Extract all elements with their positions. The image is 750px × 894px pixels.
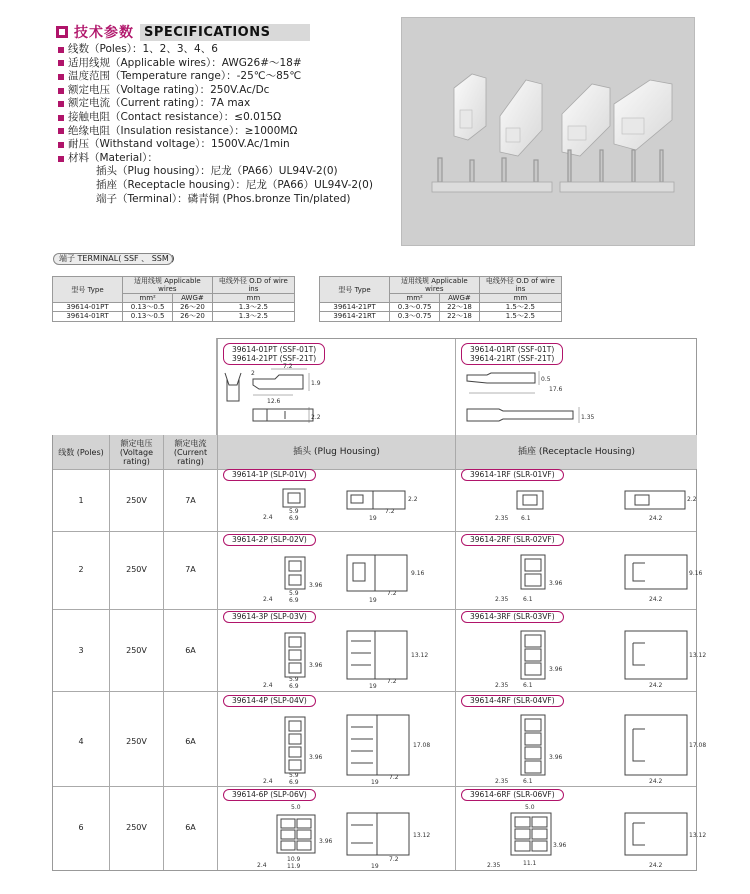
spec-row: 线数（Poles）：1、2、3、4、6 (58, 43, 373, 57)
material-plug: 插头（Plug housing）：尼龙（PA66）UL94V-2(0) (96, 165, 338, 178)
dim-label: 2.35 (495, 515, 509, 522)
spec-title-zh: 技术参数 (74, 25, 134, 41)
bullet-icon (58, 115, 64, 121)
receptacle-drawing-2rf (473, 549, 703, 607)
dim-label: 2.2 (687, 496, 697, 503)
dim-label: 3.96 (309, 582, 323, 589)
dim-label: 13.12 (411, 652, 429, 659)
voltage-value: 250V (126, 737, 147, 746)
bullet-icon (58, 47, 64, 53)
bullet-icon (58, 142, 64, 148)
dim-label: 7.2 (387, 678, 397, 685)
spec-row: 接触电阻（Contact resistance）：≤0.015Ω (58, 111, 373, 125)
terminal-tag-receptacle: 39614-01RT (SSF-01T) 39614-21RT (SSF-21T) (461, 343, 563, 365)
dim-label: 19 (369, 597, 377, 604)
receptacle-terminal-drawing (463, 365, 693, 431)
dim-label: 19 (369, 515, 377, 522)
dim-label: 2 (251, 370, 255, 377)
header-voltage: 额定电压 (Voltage rating) (110, 435, 163, 469)
spec-title-en: SPECIFICATIONS (140, 24, 310, 41)
current-value: 6A (185, 823, 196, 832)
empty-corner (52, 338, 217, 435)
plug-drawing-2p (243, 549, 453, 607)
dim-label: 3.96 (309, 754, 323, 761)
receptacle-drawing-1rf (473, 485, 697, 527)
dim-label: 7.2 (385, 508, 395, 515)
spec-list (58, 43, 373, 206)
dim-label: 19 (371, 863, 379, 870)
dim-label: 2.4 (263, 682, 273, 689)
table-row: 39614-21RT 0.3～0.75 22～18 1.5～2.5 (320, 312, 562, 321)
grid-line (455, 339, 456, 870)
table-row: 39614-21PT 0.3～0.75 22～18 1.5～2.5 (320, 303, 562, 312)
plug-model-tag: 39614-4P (SLP-04V) (223, 695, 316, 707)
plug-drawing-3p (243, 627, 453, 689)
housing-drawing-table (52, 338, 707, 871)
header-current: 额定电流 (Current rating) (164, 435, 217, 469)
receptacle-drawing-3rf (473, 627, 707, 689)
dim-label: 11.1 (523, 860, 537, 867)
dim-label: 3.96 (553, 842, 567, 849)
dim-label: 13.12 (413, 832, 431, 839)
dim-label: 6.1 (523, 778, 533, 785)
spec-row: 温度范围（Temperature range）：-25℃～85℃ (58, 70, 373, 84)
dim-label: 17.6 (549, 386, 563, 393)
terminal-title: 端子 TERMINAL( SSF 、 SSM ) (53, 253, 173, 265)
dim-label: 2.4 (257, 862, 267, 869)
dim-label: 7.2 (387, 590, 397, 597)
spec-row: 额定电流（Current rating）：7A max (58, 97, 373, 111)
th-mm: mm (212, 294, 294, 303)
header-plug: 插头 (Plug Housing) (218, 435, 455, 469)
receptacle-drawing-6rf (473, 803, 707, 871)
spec-row: 材料（Material）： (58, 152, 373, 166)
poles-value: 3 (78, 646, 84, 655)
grid-line (53, 531, 696, 532)
product-photo-image (402, 18, 696, 247)
th-mm: mm (479, 294, 561, 303)
dim-label: 7.2 (389, 856, 399, 863)
dim-label: 0.5 (541, 376, 551, 383)
spec-row: 适用线规（Applicable wires）：AWG26#～18# (58, 57, 373, 71)
dim-label: 19 (369, 683, 377, 690)
dim-label: 6.9 (289, 683, 299, 690)
th-awg: AWG# (173, 294, 212, 303)
poles-value: 6 (78, 823, 84, 832)
dim-label: 7.2 (389, 774, 399, 781)
dim-label: 5.0 (291, 804, 301, 811)
dim-label: 9.16 (411, 570, 425, 577)
dim-label: 2.4 (263, 514, 273, 521)
dim-label: 5.9 (289, 772, 299, 779)
bullet-icon (58, 88, 64, 94)
receptacle-model-tag: 39614-1RF (SLR-01VF) (461, 469, 564, 481)
terminal-table-right (319, 276, 562, 322)
poles-value: 4 (78, 737, 84, 746)
terminal-tag-plug: 39614-01PT (SSF-01T) 39614-21PT (SSF-21T) (223, 343, 325, 365)
th-od: 电线外径 O.D of wire ins (479, 277, 561, 294)
voltage-value: 250V (126, 823, 147, 832)
product-photo (401, 17, 695, 246)
grid-line (53, 609, 696, 610)
dim-label: 5.0 (525, 804, 535, 811)
dim-label: 2.4 (263, 596, 273, 603)
header-receptacle: 插座 (Receptacle Housing) (456, 435, 697, 469)
grid-line (53, 691, 696, 692)
th-wires: 适用线规 Applicable wires (123, 277, 213, 294)
receptacle-model-tag: 39614-3RF (SLR-03VF) (461, 611, 564, 623)
dim-label: 1.35 (581, 414, 595, 421)
grid-line (217, 339, 218, 870)
header-poles: 线数 (Poles) (53, 435, 109, 469)
dim-label: 17.08 (689, 742, 707, 749)
material-receptacle: 插座（Receptacle housing）：尼龙（PA66）UL94V-2(0) (96, 178, 373, 191)
th-mm2: mm² (390, 294, 440, 303)
bullet-icon (58, 128, 64, 134)
grid-line (53, 469, 696, 470)
plug-model-tag: 39614-3P (SLP-03V) (223, 611, 316, 623)
bullet-icon (58, 101, 64, 107)
material-terminal: 端子（Terminal）：磷青铜 (Phos.bronze Tin/plated) (96, 192, 351, 205)
dim-label: 24.2 (649, 778, 663, 785)
dim-label: 1.9 (311, 380, 321, 387)
receptacle-model-tag: 39614-2RF (SLR-02VF) (461, 534, 564, 546)
voltage-value: 250V (126, 496, 147, 505)
dim-label: 2.35 (495, 682, 509, 689)
voltage-value: 250V (126, 646, 147, 655)
dim-label: 6.9 (289, 597, 299, 604)
th-od: 电线外径 O.D of wire ins (212, 277, 294, 294)
dim-label: 6.1 (521, 515, 531, 522)
voltage-value: 250V (126, 565, 147, 574)
plug-drawing-4p (243, 711, 453, 785)
th-mm2: mm² (123, 294, 173, 303)
spec-row: 额定电压（Voltage rating）：250V.Ac/Dc (58, 84, 373, 98)
dim-label: 2.35 (495, 778, 509, 785)
receptacle-model-tag: 39614-4RF (SLR-04VF) (461, 695, 564, 707)
dim-label: 6.1 (523, 596, 533, 603)
th-type: 型号 Type (320, 277, 390, 303)
bullet-icon (58, 156, 64, 162)
dim-label: 2.35 (487, 862, 501, 869)
plug-drawing-1p (243, 485, 453, 527)
terminal-table-left (52, 276, 295, 322)
plug-drawing-6p (243, 803, 453, 871)
th-wires: 适用线规 Applicable wires (390, 277, 480, 294)
dim-label: 10.9 (287, 856, 301, 863)
dim-label: 5.9 (289, 676, 299, 683)
poles-value: 2 (78, 565, 84, 574)
dim-label: 2.2 (408, 496, 418, 503)
dim-label: 2.35 (495, 596, 509, 603)
bullet-icon (58, 60, 64, 66)
dim-label: 24.2 (649, 515, 663, 522)
dim-label: 19 (371, 779, 379, 786)
plug-terminal-drawing (223, 365, 443, 431)
spec-row: 耐压（Withstand voltage）：1500V.Ac/1min (58, 138, 373, 152)
current-value: 6A (185, 646, 196, 655)
dim-label: 2.4 (263, 778, 273, 785)
table-row: 39614-01RT 0.13～0.5 26～20 1.3～2.5 (53, 312, 295, 321)
current-value: 6A (185, 737, 196, 746)
dim-label: 6.9 (289, 515, 299, 522)
receptacle-drawing-4rf (473, 711, 707, 785)
bullet-icon (58, 74, 64, 80)
current-value: 7A (185, 565, 196, 574)
dim-label: 13.12 (689, 652, 707, 659)
dim-label: 3.96 (319, 838, 333, 845)
dim-label: 3.96 (549, 754, 563, 761)
dim-label: 9.16 (689, 570, 703, 577)
dim-label: 6.9 (289, 779, 299, 786)
dim-label: 24.2 (649, 596, 663, 603)
th-type: 型号 Type (53, 277, 123, 303)
grid-line (53, 786, 696, 787)
dim-label: 24.2 (649, 682, 663, 689)
dim-label: 7.2 (283, 363, 293, 370)
dim-label: 13.12 (689, 832, 707, 839)
dim-label: 3.96 (549, 580, 563, 587)
poles-value: 1 (78, 496, 84, 505)
dim-label: 5.9 (289, 508, 299, 515)
dim-label: 17.08 (413, 742, 431, 749)
plug-model-tag: 39614-2P (SLP-02V) (223, 534, 316, 546)
dim-label: 11.9 (287, 863, 301, 870)
receptacle-model-tag: 39614-6RF (SLR-06VF) (461, 789, 564, 801)
current-value: 7A (185, 496, 196, 505)
plug-model-tag: 39614-1P (SLP-01V) (223, 469, 316, 481)
square-bullet-icon (56, 26, 68, 38)
dim-label: 24.2 (649, 862, 663, 869)
dim-label: 2.2 (311, 414, 321, 421)
dim-label: 3.96 (309, 662, 323, 669)
dim-label: 12.6 (267, 398, 281, 405)
spec-row: 绝缘电阻（Insulation resistance）：≥1000MΩ (58, 125, 373, 139)
dim-label: 5.9 (289, 590, 299, 597)
th-awg: AWG# (440, 294, 479, 303)
spec-header (56, 22, 310, 42)
table-row: 39614-01PT 0.13～0.5 26～20 1.3～2.5 (53, 303, 295, 312)
dim-label: 3.96 (549, 666, 563, 673)
plug-model-tag: 39614-6P (SLP-06V) (223, 789, 316, 801)
dim-label: 6.1 (523, 682, 533, 689)
